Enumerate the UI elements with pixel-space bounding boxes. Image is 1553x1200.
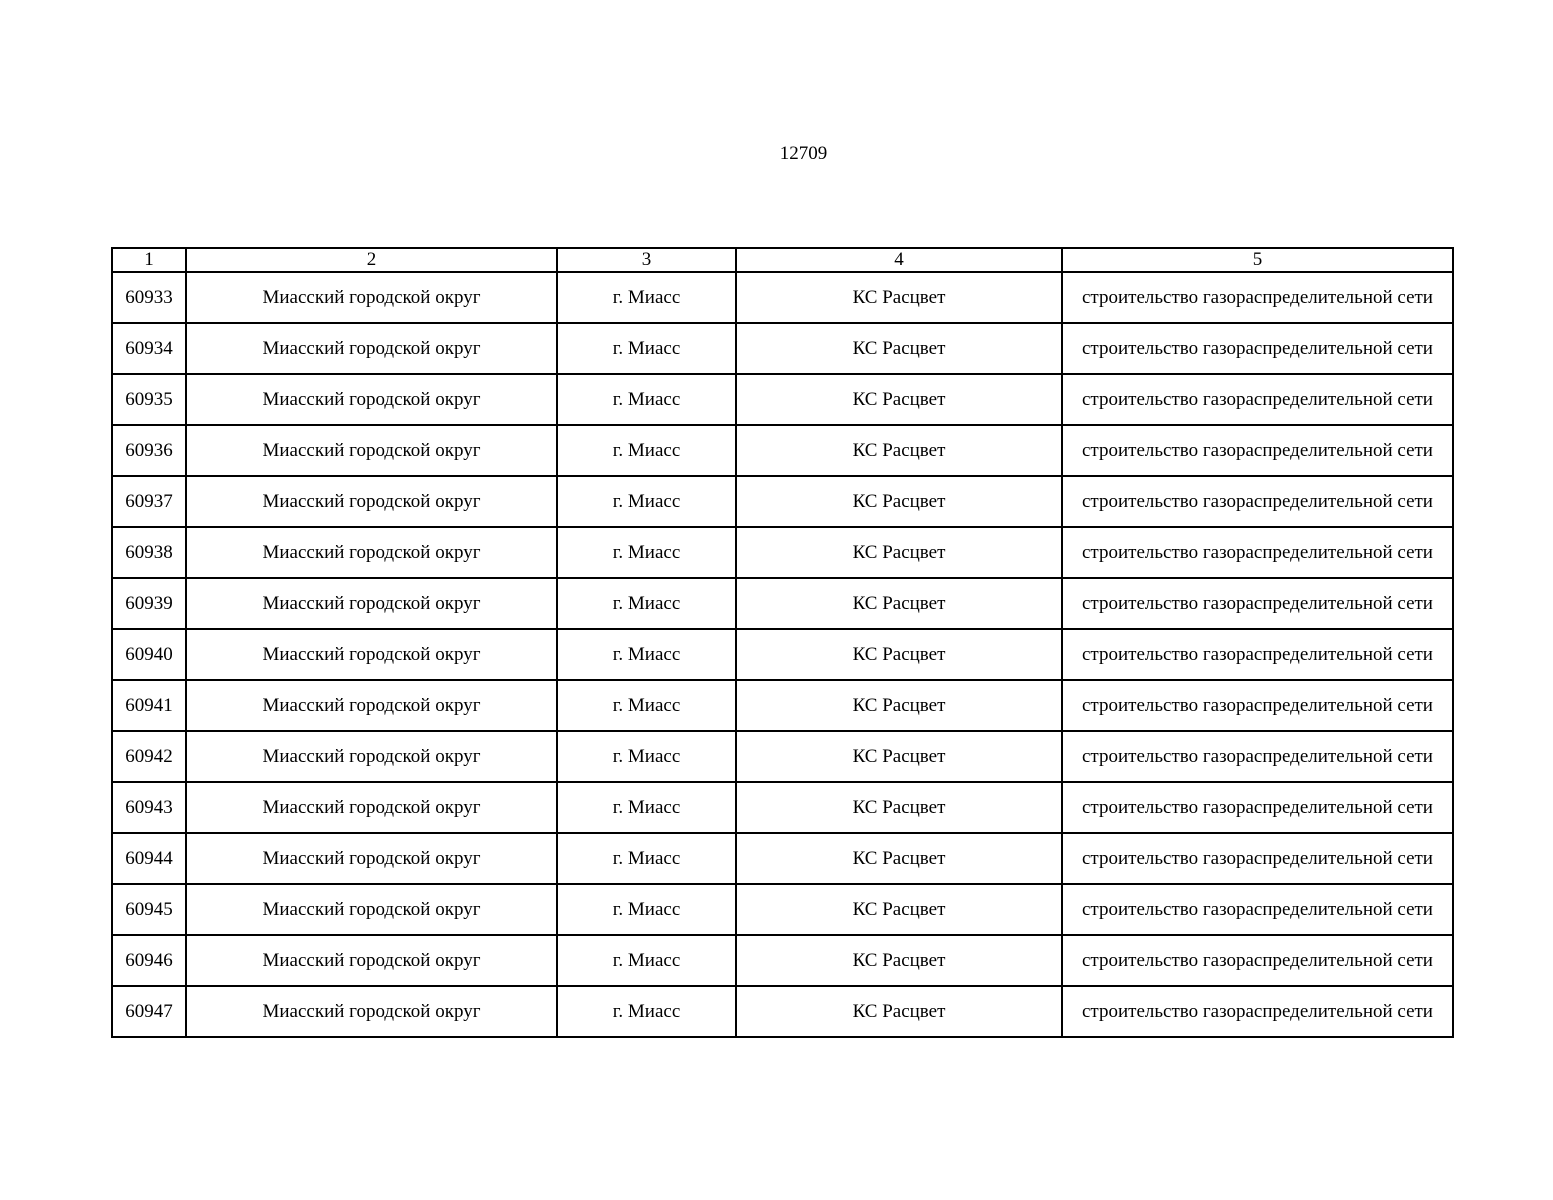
column-number-1: 1 <box>112 248 186 272</box>
cell-municipality: Миасский городской округ <box>186 527 557 578</box>
cell-settlement: г. Миасс <box>557 782 736 833</box>
cell-settlement: г. Миасс <box>557 986 736 1037</box>
cell-work-type: строительство газораспределительной сети <box>1062 935 1453 986</box>
table-row <box>112 527 1453 578</box>
cell-object-name: КС Расцвет <box>736 884 1062 935</box>
cell-municipality: Миасский городской округ <box>186 833 557 884</box>
cell-settlement: г. Миасс <box>557 629 736 680</box>
cell-record-number: 60944 <box>112 833 186 884</box>
cell-work-type: строительство газораспределительной сети <box>1062 680 1453 731</box>
cell-object-name: КС Расцвет <box>736 629 1062 680</box>
cell-record-number: 60945 <box>112 884 186 935</box>
cell-record-number: 60937 <box>112 476 186 527</box>
cell-settlement: г. Миасс <box>557 884 736 935</box>
cell-work-type: строительство газораспределительной сети <box>1062 884 1453 935</box>
cell-work-type: строительство газораспределительной сети <box>1062 425 1453 476</box>
cell-settlement: г. Миасс <box>557 323 736 374</box>
page-number: 12709 <box>779 143 828 164</box>
cell-work-type: строительство газораспределительной сети <box>1062 374 1453 425</box>
column-number-2: 2 <box>186 248 557 272</box>
cell-record-number: 60934 <box>112 323 186 374</box>
cell-work-type: строительство газораспределительной сети <box>1062 272 1453 323</box>
table-row <box>112 476 1453 527</box>
cell-record-number: 60943 <box>112 782 186 833</box>
cell-work-type: строительство газораспределительной сети <box>1062 986 1453 1037</box>
cell-municipality: Миасский городской округ <box>186 629 557 680</box>
cell-record-number: 60933 <box>112 272 186 323</box>
cell-work-type: строительство газораспределительной сети <box>1062 476 1453 527</box>
table-row <box>112 935 1453 986</box>
cell-object-name: КС Расцвет <box>736 476 1062 527</box>
column-number-row <box>112 248 1453 272</box>
cell-work-type: строительство газораспределительной сети <box>1062 527 1453 578</box>
registry-table <box>111 247 1454 1038</box>
cell-record-number: 60935 <box>112 374 186 425</box>
table-row <box>112 986 1453 1037</box>
cell-municipality: Миасский городской округ <box>186 374 557 425</box>
column-number-4: 4 <box>736 248 1062 272</box>
cell-municipality: Миасский городской округ <box>186 578 557 629</box>
cell-settlement: г. Миасс <box>557 272 736 323</box>
cell-settlement: г. Миасс <box>557 731 736 782</box>
cell-settlement: г. Миасс <box>557 527 736 578</box>
cell-object-name: КС Расцвет <box>736 272 1062 323</box>
cell-municipality: Миасский городской округ <box>186 272 557 323</box>
table-row <box>112 833 1453 884</box>
table-row <box>112 731 1453 782</box>
cell-municipality: Миасский городской округ <box>186 986 557 1037</box>
cell-record-number: 60936 <box>112 425 186 476</box>
cell-record-number: 60946 <box>112 935 186 986</box>
cell-work-type: строительство газораспределительной сети <box>1062 833 1453 884</box>
cell-object-name: КС Расцвет <box>736 986 1062 1037</box>
cell-municipality: Миасский городской округ <box>186 323 557 374</box>
cell-object-name: КС Расцвет <box>736 323 1062 374</box>
table-row <box>112 272 1453 323</box>
cell-record-number: 60938 <box>112 527 186 578</box>
cell-object-name: КС Расцвет <box>736 782 1062 833</box>
cell-municipality: Миасский городской округ <box>186 731 557 782</box>
column-number-5: 5 <box>1062 248 1453 272</box>
table-row <box>112 884 1453 935</box>
cell-object-name: КС Расцвет <box>736 578 1062 629</box>
cell-municipality: Миасский городской округ <box>186 680 557 731</box>
cell-work-type: строительство газораспределительной сети <box>1062 578 1453 629</box>
cell-work-type: строительство газораспределительной сети <box>1062 323 1453 374</box>
cell-record-number: 60939 <box>112 578 186 629</box>
table-row <box>112 629 1453 680</box>
cell-object-name: КС Расцвет <box>736 374 1062 425</box>
cell-municipality: Миасский городской округ <box>186 935 557 986</box>
cell-object-name: КС Расцвет <box>736 527 1062 578</box>
table-row <box>112 782 1453 833</box>
cell-settlement: г. Миасс <box>557 935 736 986</box>
cell-settlement: г. Миасс <box>557 425 736 476</box>
cell-municipality: Миасский городской округ <box>186 425 557 476</box>
cell-object-name: КС Расцвет <box>736 935 1062 986</box>
table-row <box>112 680 1453 731</box>
table-row <box>112 425 1453 476</box>
cell-record-number: 60947 <box>112 986 186 1037</box>
cell-settlement: г. Миасс <box>557 476 736 527</box>
cell-record-number: 60940 <box>112 629 186 680</box>
cell-record-number: 60941 <box>112 680 186 731</box>
cell-settlement: г. Миасс <box>557 680 736 731</box>
cell-municipality: Миасский городской округ <box>186 884 557 935</box>
cell-settlement: г. Миасс <box>557 578 736 629</box>
cell-settlement: г. Миасс <box>557 374 736 425</box>
table-row <box>112 323 1453 374</box>
cell-object-name: КС Расцвет <box>736 680 1062 731</box>
cell-work-type: строительство газораспределительной сети <box>1062 782 1453 833</box>
cell-object-name: КС Расцвет <box>736 833 1062 884</box>
cell-object-name: КС Расцвет <box>736 731 1062 782</box>
registry-table-body <box>112 248 1453 1037</box>
cell-municipality: Миасский городской округ <box>186 476 557 527</box>
cell-object-name: КС Расцвет <box>736 425 1062 476</box>
table-row <box>112 578 1453 629</box>
cell-municipality: Миасский городской округ <box>186 782 557 833</box>
cell-work-type: строительство газораспределительной сети <box>1062 731 1453 782</box>
cell-work-type: строительство газораспределительной сети <box>1062 629 1453 680</box>
column-number-3: 3 <box>557 248 736 272</box>
cell-record-number: 60942 <box>112 731 186 782</box>
cell-settlement: г. Миасс <box>557 833 736 884</box>
table-row <box>112 374 1453 425</box>
